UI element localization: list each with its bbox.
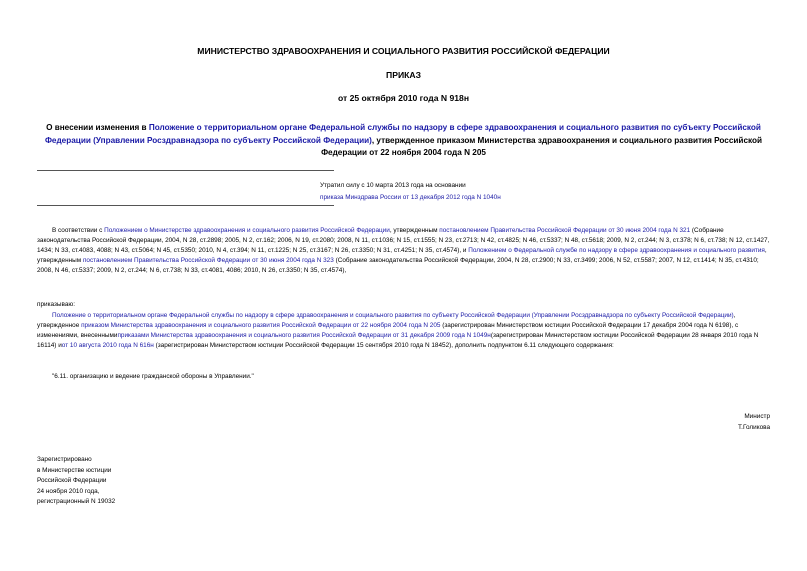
order-text-4: (зарегистрирован Министерством юстиции Российской Федерации 15 сентября 2010 года N 18452), дополнить подпунктом 6.11 следующего содержания:	[153, 342, 614, 349]
order-link-order-616n[interactable]: от 10 августа 2010 года N 616н	[61, 342, 154, 349]
validity-note-text: Утратил силу с 10 марта 2013 года на основании	[320, 182, 466, 189]
registration-line-1: Зарегистрировано	[37, 456, 92, 463]
registration-block	[37, 455, 115, 508]
validity-note	[320, 180, 720, 204]
preamble-text-4: , утвержденным	[37, 247, 767, 264]
preamble-text-1: В соответствии с	[52, 227, 105, 234]
title-suffix: , утвержденное приказом Министерства здравоохранения и социального развития Российской Федерации от 22 ноября 2004 года N 205	[321, 135, 763, 157]
order-link-regulation[interactable]: Положение о территориальном органе Федеральной службы по надзору в сфере здравоохранения и социального развития по субъекту Российской Федерации (Управлении Росздравнадзора по субъекту Российской Федерации)	[52, 312, 734, 319]
validity-note-link[interactable]: приказа Минздрава России от 13 декабря 2012 года N 1040н	[320, 194, 501, 201]
signature-name: Т.Голикова	[737, 423, 770, 431]
title-prefix: О внесении изменения в	[46, 123, 149, 132]
order-text-1: , утвержденное	[37, 312, 736, 329]
ministry-heading: МИНИСТЕРСТВО ЗДРАВООХРАНЕНИЯ И СОЦИАЛЬНОГО РАЗВИТИЯ РОССИЙСКОЙ ФЕДЕРАЦИИ	[197, 46, 610, 56]
order-link-order-205[interactable]: приказом Министерства здравоохранения и социального развития Российской Федерации от 22 ноября 2004 года N 205	[81, 322, 441, 329]
signature-block	[738, 412, 770, 433]
preamble-text-5: (Собрание законодательства Российской Федерации, 2004, N 28, ст.2900; N 33, ст.3499; 2006, N 52, ст.5587; 2007, N 12, ст.1414; N 35, ст.4310; 2008, N 46, ст.5337; 2009, N 2, ст.244; N 6, ст.738; N 33, ст.4081, 4086; 2010, N 26, ст.3350; N 35, ст.4574),	[37, 257, 759, 274]
divider-bottom	[37, 205, 334, 206]
preamble-link-resolution-321[interactable]: постановлением Правительства Российской Федерации от 30 июня 2004 года N 321	[439, 227, 691, 234]
preamble-text-2: , утвержденным	[389, 227, 440, 234]
document-date-number: от 25 октября 2010 года N 918н	[337, 93, 470, 103]
registration-line-5: регистрационный N 19032	[37, 498, 116, 505]
title-link-regulation[interactable]: Положение о территориальном органе Федеральной службы по надзору в сфере здравоохранения и социального развития по субъекту Российской Федерации (Управлении Росздравнадзора по субъекту Российской Федерации)	[44, 123, 761, 145]
preamble-text-3: (Собрание законодательства Российской Федерации, 2004, N 28, ст.2898; 2005, N 2, ст.162; 2006, N 19, ст.2080; 2008, N 11, ст.1036; N 15, ст.1555; N 23, ст.2713; N 42, ст.4825; N 46, ст.5337; N 48, ст.5618; 2009, N 2, ст.244; N 3, ст.378; N 6, ст.738; N 12, ст.1427, 1434; N 33, ст.4083, 4088; N 43, ст.5064; N 45, ст.5350; 2010, N 4, ст.394; N 11, ст.1225; N 25, ст.3167; N 26, ст.3350; N 31, ст.4251; N 35, ст.4574), и	[37, 227, 770, 254]
registration-line-4: 24 ноября 2010 года,	[37, 487, 100, 495]
preamble-link-ministry-regulation[interactable]: Положением о Министерстве здравоохранения и социального развития Российской Федерации	[104, 227, 390, 234]
document-type: ПРИКАЗ	[386, 70, 421, 80]
signature-position: Министр	[744, 413, 770, 420]
quoted-subclause: "6.11. организацию и ведение гражданской обороны в Управлении."	[52, 373, 254, 380]
order-link-order-1049n[interactable]: приказами Министерства здравоохранения и социального развития Российской Федерации от 31 декабря 2009 года N 1049н	[117, 332, 491, 339]
order-word: приказываю:	[37, 301, 75, 308]
order-text-3: (зарегистрирован Министерством юстиции Российской Федерации 28 января 2010 года N 16114) и	[37, 332, 759, 349]
order-paragraph	[37, 311, 770, 351]
preamble-link-resolution-323[interactable]: постановлением Правительства Российской Федерации от 30 июня 2004 года N 323	[82, 257, 334, 264]
preamble-paragraph	[37, 226, 770, 276]
document-title	[30, 122, 777, 160]
preamble-link-service-regulation[interactable]: Положением о Федеральной службе по надзору в сфере здравоохранения и социального развития	[468, 247, 765, 254]
divider-top	[37, 170, 334, 171]
registration-line-3: Российской Федерации	[37, 477, 107, 484]
order-text-2: (зарегистрирован Министерством юстиции Российской Федерации 17 декабря 2004 года N 6198), с изменениями, внесенными	[37, 322, 739, 339]
registration-line-2: в Министерстве юстиции	[37, 466, 112, 474]
